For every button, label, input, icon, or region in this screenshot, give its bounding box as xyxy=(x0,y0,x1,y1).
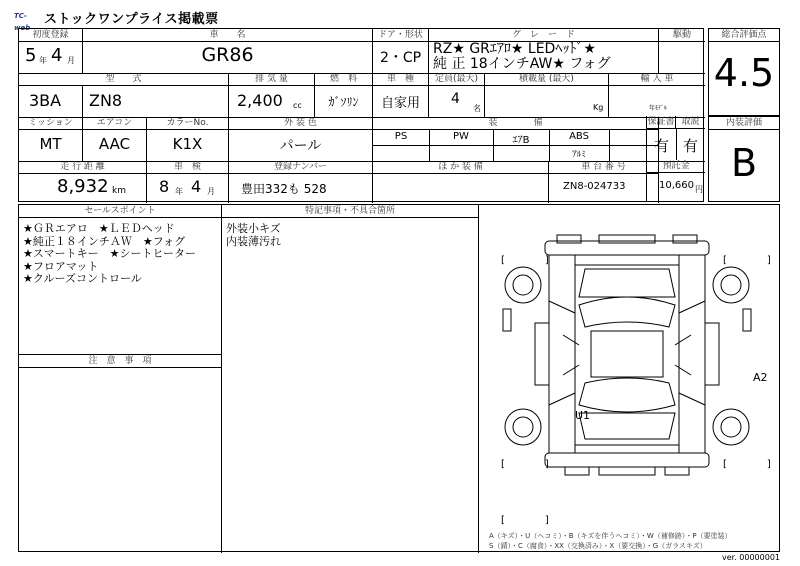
reg-month-unit: 月 xyxy=(67,56,75,65)
import-label: 輸 入 車 xyxy=(609,73,705,86)
chassis-cell xyxy=(549,161,659,203)
info-table xyxy=(18,28,704,202)
inspection-month: 4 xyxy=(191,177,202,196)
deposit: 10,660 xyxy=(659,180,694,191)
aircon-label: エアコン xyxy=(83,117,146,130)
mileage-label: 走 行 距 離 xyxy=(19,161,146,174)
mission-cell xyxy=(19,117,83,161)
displacement-label: 排 気 量 xyxy=(229,73,314,86)
reg-date-cell xyxy=(19,29,83,73)
deposit-unit: 円 xyxy=(695,185,703,194)
sales-point-box xyxy=(19,205,222,355)
equip-pw: PW xyxy=(453,131,469,142)
chassis-label: 車 台 番 号 xyxy=(549,161,658,174)
load-label: 積載量 (最大) xyxy=(485,73,608,86)
reg-date-label: 初度登録 xyxy=(19,29,82,42)
sales-point-line: ★フロアマット xyxy=(23,259,99,273)
aircon-cell xyxy=(83,117,147,161)
sales-point-line: ★クルーズコントロール xyxy=(23,272,142,285)
bracket-rear-right: [ ] xyxy=(723,459,771,470)
exterior-color-label: 外 装 色 xyxy=(229,117,372,130)
fuel: ｶﾞｿﾘﾝ xyxy=(328,95,359,109)
chassis-number: ZN8-024733 xyxy=(563,181,626,192)
load-unit: Kg xyxy=(593,103,604,112)
damage-mark-a2: A2 xyxy=(753,371,768,384)
use-label: 車 種 xyxy=(373,73,428,86)
inspection-year-unit: 年 xyxy=(175,187,183,196)
bracket-bottom: [ ] xyxy=(501,515,549,526)
grade-label: グ レ ー ド xyxy=(429,29,658,42)
door-label: ドア・形状 xyxy=(373,29,428,42)
remarks-box xyxy=(222,205,479,553)
door-cell xyxy=(373,29,429,73)
fuel-cell xyxy=(315,73,373,117)
legend-line-1: A（キズ）・U（ヘコミ）・B（キズを伴うヘコミ）・W（補修跡）・P（要塗装） xyxy=(489,532,732,540)
manual-label: 取説 xyxy=(676,116,705,129)
mileage-unit: km xyxy=(112,186,126,196)
remarks-line: 内装薄汚れ xyxy=(226,234,281,248)
grade-line-1: RZ★ GRｴｱﾛ★ LEDﾍｯﾄﾞ★ xyxy=(433,41,596,57)
use-type: 自家用 xyxy=(380,96,420,111)
plate-label: 登録ナンバー xyxy=(229,161,372,174)
model-type-cell xyxy=(19,73,229,117)
reg-month: 4 xyxy=(51,45,63,66)
plate-number: 豊田332も 528 xyxy=(241,182,327,196)
use-cell xyxy=(373,73,429,117)
damage-diagram xyxy=(479,205,781,553)
lower-section xyxy=(18,204,780,552)
reg-year-unit: 年 xyxy=(39,56,47,65)
version-label: ver. 00000001 xyxy=(721,553,780,562)
car-name-cell xyxy=(83,29,373,73)
overall-score-label: 総合評価点 xyxy=(709,29,779,42)
exterior-color-cell xyxy=(229,117,373,161)
manual: 有 xyxy=(682,137,698,155)
inspection-cell xyxy=(147,161,229,203)
import-sub: 年ﾓﾃﾞﾙ xyxy=(649,105,668,112)
remarks-list xyxy=(226,223,281,248)
remarks-label: 特記事項・不具合箇所 xyxy=(222,205,478,218)
displacement-cell xyxy=(229,73,315,117)
capacity-unit: 名 xyxy=(473,104,481,113)
deposit-label: 預託金 xyxy=(647,160,705,173)
equip-abs: ABS xyxy=(569,131,589,142)
equip-alumi: ｱﾙﾐ xyxy=(572,150,586,160)
capacity-label: 定員(最大) xyxy=(429,73,484,86)
sales-point-line: ★スマートキー ★シートヒーター xyxy=(23,247,197,260)
capacity: 4 xyxy=(451,91,460,107)
plate-cell xyxy=(229,161,373,203)
grade-cell xyxy=(429,29,659,73)
interior-score-label: 内装評価 xyxy=(709,117,779,130)
color-no-label: カラーNo. xyxy=(147,117,228,130)
bracket-front-right: [ ] xyxy=(723,255,771,266)
sales-point-line: ★純正１８インチＡＷ ★フォグ xyxy=(23,234,186,248)
model-type-prefix: 3BA xyxy=(29,91,62,110)
exterior-color: パール xyxy=(279,138,322,154)
equipment-cell xyxy=(373,117,659,161)
mileage: 8,932 xyxy=(57,176,109,197)
inspection-year: 8 xyxy=(159,177,170,196)
mission: MT xyxy=(39,135,62,153)
inspection-label: 車 検 xyxy=(147,161,228,174)
grade-line-2: 純 正 18インチAW★ フォグ xyxy=(433,56,611,72)
drive-cell xyxy=(659,29,705,73)
mission-label: ミッション xyxy=(19,117,82,130)
tc-web-logo: TC-web xyxy=(14,12,31,32)
warranty-block xyxy=(646,116,704,160)
fuel-label: 燃 料 xyxy=(315,73,372,86)
interior-score: B xyxy=(730,141,758,185)
capacity-cell xyxy=(429,73,485,117)
reg-year: 5 xyxy=(25,45,37,66)
model-type-label: 型 式 xyxy=(19,73,228,86)
bracket-rear-left: [ ] xyxy=(501,459,549,470)
notes-label: 注 意 事 項 xyxy=(19,355,221,368)
other-equip-cell xyxy=(373,161,549,203)
inspection-month-unit: 月 xyxy=(207,187,215,196)
equip-ps: PS xyxy=(394,131,408,142)
notes-box xyxy=(19,355,222,553)
equip-airbag: ｴｱB xyxy=(512,135,530,146)
other-equip-label: ほ か 装 備 xyxy=(373,161,548,174)
sales-point-label: セールスポイント xyxy=(19,205,221,218)
model-type: ZN8 xyxy=(89,91,123,110)
equipment-label: 装 備 xyxy=(373,117,658,130)
document-title: ストックワンプライス掲載票 xyxy=(44,12,219,27)
overall-score-box xyxy=(708,28,780,116)
door-value: 2・CP xyxy=(379,50,422,66)
displacement: 2,400 xyxy=(237,91,283,110)
deposit-block xyxy=(646,160,704,202)
car-name: GR86 xyxy=(201,44,254,66)
legend-line-2: S（錆）・C（腐食）・XX（交換済み）・X（要交換）・G（ガラスキズ） xyxy=(489,542,707,550)
import-cell xyxy=(609,73,705,117)
sales-point-line: ★ＧＲエアロ ★ＬＥＤヘッド xyxy=(23,222,175,235)
load-cell xyxy=(485,73,609,117)
bracket-front-left: [ ] xyxy=(501,255,549,266)
sales-point-list xyxy=(23,223,196,286)
damage-mark-u1: U1 xyxy=(575,409,591,422)
warranty-label: 保証書 xyxy=(647,117,675,127)
aircon: AAC xyxy=(98,135,131,153)
interior-score-box xyxy=(708,116,780,202)
drive-label: 駆動 xyxy=(659,29,705,42)
color-no-cell xyxy=(147,117,229,161)
color-no: K1X xyxy=(172,135,203,153)
mileage-cell xyxy=(19,161,147,203)
displacement-unit: cc xyxy=(293,101,302,110)
overall-score: 4.5 xyxy=(713,51,775,95)
remarks-line: 外装小キズ xyxy=(226,222,281,235)
warranty: 有 xyxy=(653,137,669,155)
car-name-label: 車 名 xyxy=(83,29,372,42)
